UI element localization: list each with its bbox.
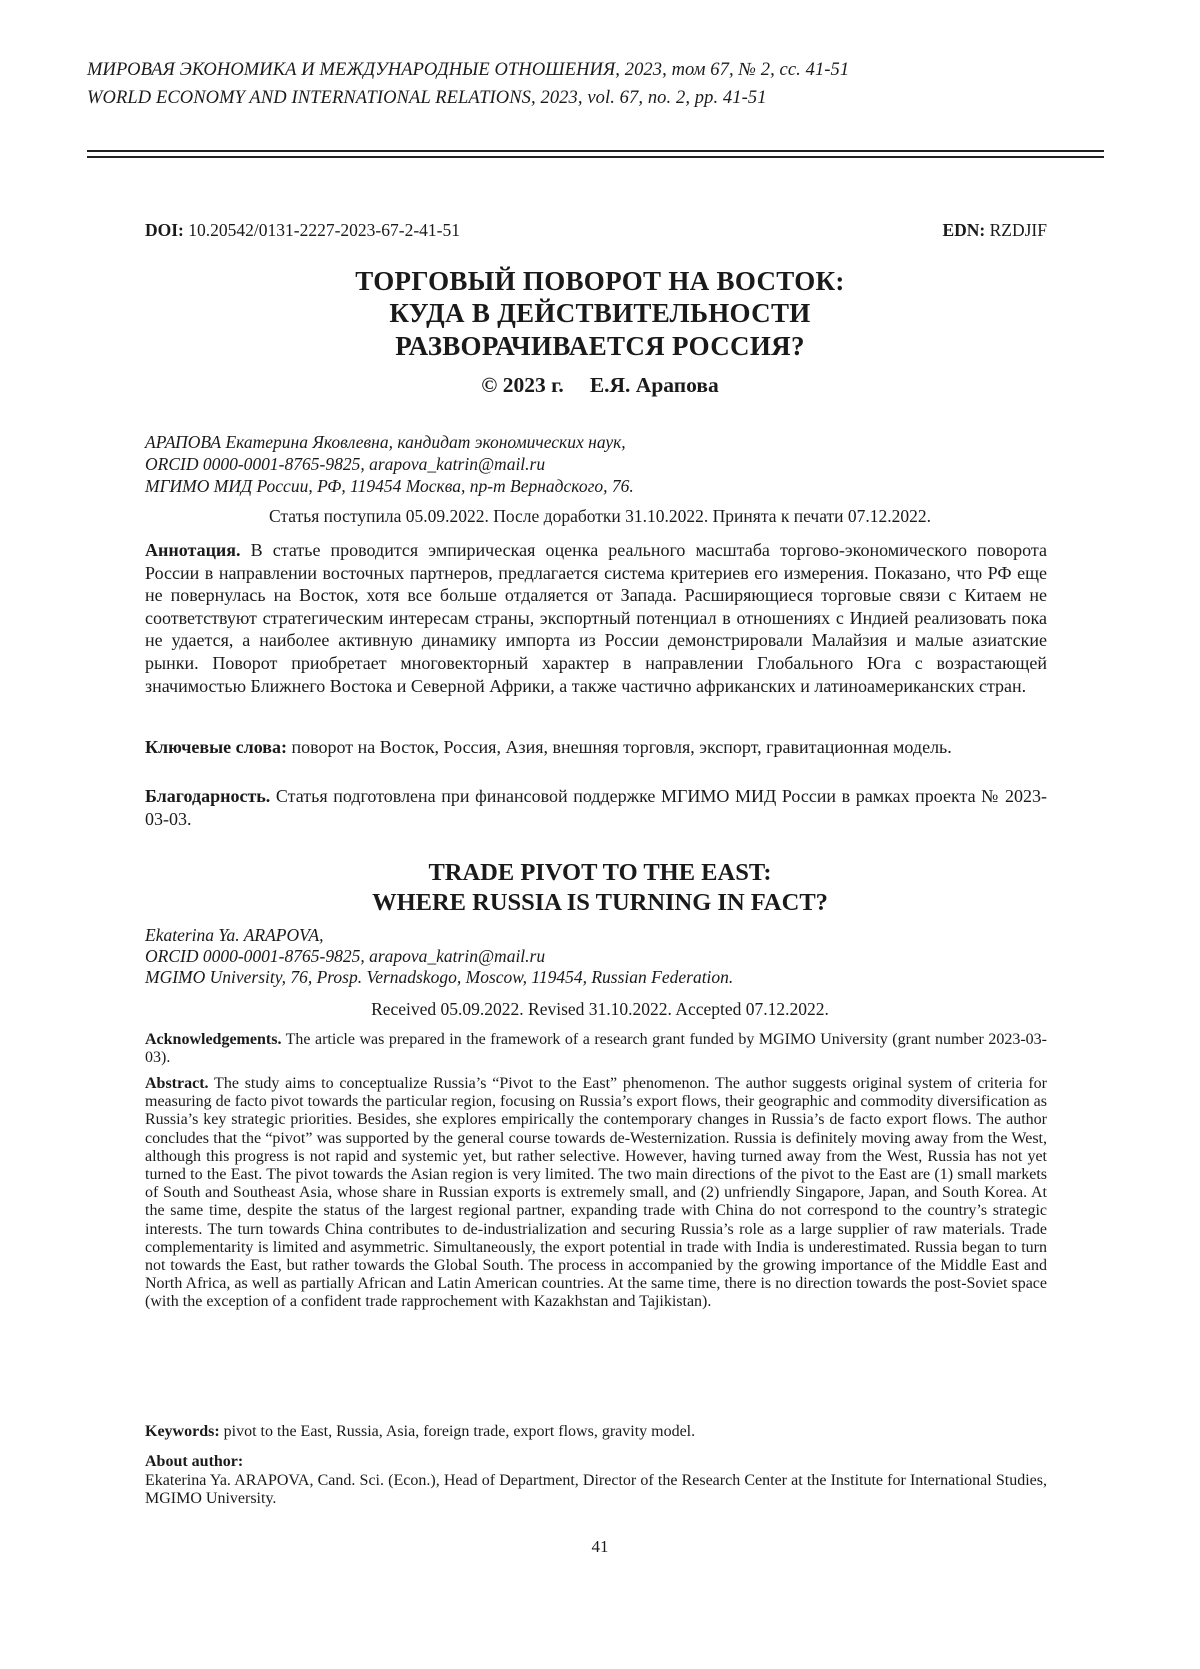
ru-keywords-text: поворот на Восток, Россия, Азия, внешняя торговля, экспорт, гравитационная модель.: [286, 737, 952, 757]
ru-affiliation-line: МГИМО МИД России, РФ, 119454 Москва, пр-т Вернадского, 76.: [145, 476, 634, 496]
edn: [942, 220, 1047, 241]
byline-year: © 2023 г.: [481, 373, 564, 397]
en-affiliation-line: MGIMO University, 76, Prosp. Vernadskogo, Moscow, 119454, Russian Federation.: [145, 967, 734, 987]
journal-header-ru: МИРОВАЯ ЭКОНОМИКА И МЕЖДУНАРОДНЫЕ ОТНОШЕНИЯ, 2023, том 67, № 2, сс. 41-51: [87, 60, 850, 80]
en-abstract-label: Abstract.: [145, 1075, 209, 1092]
title-ru-line-2: КУДА В ДЕЙСТВИТЕЛЬНОСТИ: [389, 298, 811, 328]
edn-label: EDN:: [942, 220, 986, 240]
byline-author: Е.Я. Арапова: [589, 373, 719, 397]
title-en-line-2: WHERE RUSSIA IS TURNING IN FACT?: [372, 889, 828, 916]
about-author-heading: About author:: [145, 1453, 244, 1470]
journal-header-en: WORLD ECONOMY AND INTERNATIONAL RELATIONS, 2023, vol. 67, no. 2, pp. 41-51: [87, 88, 767, 108]
ru-keywords-label: Ключевые слова:: [145, 737, 287, 757]
about-author-text: Ekaterina Ya. ARAPOVA, Cand. Sci. (Econ.), Head of Department, Director of the Research Center at the Institute for International Studies, MGIMO University.: [145, 1472, 1047, 1508]
ru-affiliation-line: АРАПОВА Екатерина Яковлевна, кандидат экономических наук,: [145, 432, 626, 452]
ru-affiliation-line: ORCID 0000-0001-8765-9825, arapova_katrin@mail.ru: [145, 454, 546, 474]
en-ack-text: The article was prepared in the framework of a research grant funded by MGIMO University (grant number 2023-03-03).: [145, 1031, 1047, 1067]
en-keywords-label: Keywords:: [145, 1423, 220, 1440]
doi-value: 10.20542/0131-2227-2023-67-2-41-51: [183, 220, 460, 240]
ru-ack-text: Статья подготовлена при финансовой поддержке МГИМО МИД России в рамках проекта № 2023-03-03.: [145, 786, 1047, 829]
ru-article-dates: Статья поступила 05.09.2022. После доработки 31.10.2022. Принята к печати 07.12.2022.: [268, 506, 932, 526]
title-en-line-1: TRADE PIVOT TO THE EAST:: [428, 859, 772, 886]
en-keywords-text: pivot to the East, Russia, Asia, foreign trade, export flows, gravity model.: [219, 1423, 696, 1440]
header-rule-top: [87, 150, 1104, 152]
ru-abstract-label: Аннотация.: [145, 540, 241, 560]
ru-abstract: [145, 539, 1047, 697]
en-affiliation-line: Ekaterina Ya. ARAPOVA,: [145, 925, 324, 945]
edn-value: RZDJIF: [985, 220, 1047, 240]
ru-acknowledgement: [145, 785, 1047, 830]
en-affiliation-line: ORCID 0000-0001-8765-9825, arapova_katrin@mail.ru: [145, 946, 546, 966]
header-rule-bottom: [87, 156, 1104, 158]
en-acknowledgements: [145, 1031, 1047, 1067]
en-ack-label: Acknowledgements.: [145, 1031, 282, 1048]
page-number: 41: [591, 1537, 609, 1556]
ru-ack-label: Благодарность.: [145, 786, 271, 806]
title-ru-line-1: ТОРГОВЫЙ ПОВОРОТ НА ВОСТОК:: [355, 266, 845, 296]
ru-keywords: [145, 736, 1047, 759]
doi-label: DOI:: [145, 220, 184, 240]
doi: [145, 220, 460, 241]
ru-abstract-text: В статье проводится эмпирическая оценка реального масштаба торгово-экономического поворота России в направлении восточных партнеров, предлагается система критериев его измерения. Показано, что РФ еще не повернулась на Восток, хотя все больше отдаляется от Запада. Расширяющиеся торговые связи с Китаем не соответствуют стратегическим интересам страны, экспортный потенциал в отношениях с Индией реализовать пока не удается, а наиболее активную динамику импорта из России демонстрировали Малайзия и малые азиатские рынки. Поворот приобретает многовекторный характер в направлении Глобального Юга с возрастающей значимостью Ближнего Востока и Северной Африки, а также частично африканских и латиноамериканских стран.: [145, 540, 1047, 696]
en-keywords: [145, 1423, 1047, 1441]
en-abstract-text: The study aims to conceptualize Russia’s “Pivot to the East” phenomenon. The author suggests original system of criteria for measuring de facto pivot towards the particular region, focusing on Russia’s export flows, their geographic and commodity diversification as Russia’s key strategic priorities. Besides, she explores empirically the contemporary changes in Russia’s de facto export flows. The author concludes that the “pivot” was supported by the general course towards de-Westernization. Russia is definitely moving away from the West, although this progress is not rapid and systemic yet, but rather selective. However, having turned away from the West, Russia has not yet turned to the East. The pivot towards the Asian region is very limited. The two main directions of the pivot to the East are (1) small markets of South and Southeast Asia, whose share in Russian exports is extremely small, and (2) unfriendly Singapore, Japan, and South Korea. At the same time, despite the status of the largest regional partner, expanding trade with China do not correspond to the country’s strategic interests. The turn towards China contributes to de-industrialization and securing Russia’s role as a large supplier of raw materials. Trade complementarity is limited and asymmetric. Simultaneously, the export potential in trade with India is underestimated. Russia began to turn not towards the East, but rather towards the Global South. The process in accompanied by the growing importance of the Middle East and North Africa, as well as partially African and Latin American countries. At the same time, there is no direction towards the post-Soviet space (with the exception of a confident trade rapprochement with Kazakhstan and Tajikistan).: [145, 1075, 1047, 1311]
byline: [0, 373, 1200, 398]
title-ru-line-3: РАЗВОРАЧИВАЕТСЯ РОССИЯ?: [395, 331, 805, 361]
en-article-dates: Received 05.09.2022. Revised 31.10.2022. Accepted 07.12.2022.: [371, 999, 829, 1019]
en-abstract: [145, 1075, 1047, 1312]
